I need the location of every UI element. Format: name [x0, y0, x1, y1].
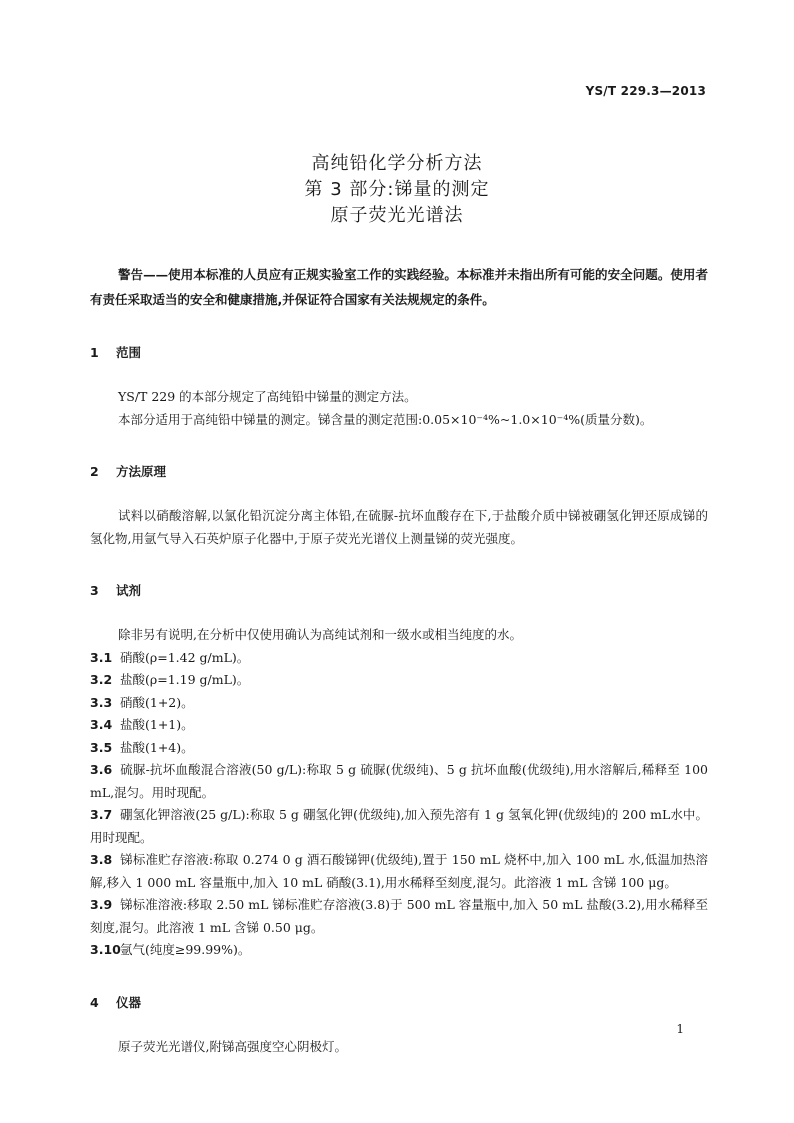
item-number: 3.1	[90, 649, 113, 665]
reagent-item	[90, 714, 708, 737]
item-number: 3.4	[90, 717, 113, 732]
scope-paragraph: 本部分适用于高纯铅中锑量的测定。锑含量的测定范围:0.05×10⁻⁴%~1.0×10⁻⁴%(质量分数)。	[118, 411, 653, 427]
section-number: 4	[90, 994, 99, 1010]
reagent-item	[90, 737, 708, 760]
section-heading-scope	[90, 343, 708, 363]
title-line-3: 原子荧光光谱法	[330, 205, 464, 226]
section-number: 1	[90, 345, 99, 360]
principle-paragraph: 试料以硝酸溶解,以氯化铅沉淀分离主体铅,在硫脲-抗坏血酸存在下,于盐酸介质中锑被硼氢化钾还原成锑的氢化物,用氩气导入石英炉原子化器中,于原子荧光光谱仪上测量锑的荧光强度。	[90, 508, 708, 546]
section-heading-apparatus	[90, 993, 708, 1013]
section-title: 仪器	[116, 994, 142, 1010]
warning-paragraph: 警告——使用本标准的人员应有正规实验室工作的实践经验。本标准并未指出所有可能的安全问题。使用者有责任采取适当的安全和健康措施,并保证符合国家有关法规规定的条件。	[90, 267, 708, 307]
item-number: 3.2	[90, 672, 113, 687]
standard-code: YS/T 229.3—2013	[585, 84, 706, 98]
title-line-1: 高纯铅化学分析方法	[311, 153, 483, 174]
item-text: 硝酸(1+2)。	[120, 694, 194, 710]
reagent-item	[90, 759, 708, 804]
reagent-item	[90, 939, 708, 962]
item-text: 盐酸(ρ=1.19 g/mL)。	[120, 672, 250, 687]
section-number: 3	[90, 583, 99, 598]
item-number: 3.5	[90, 739, 113, 755]
item-text: 硼氢化钾溶液(25 g/L):称取 5 g 硼氢化钾(优级纯),加入预先溶有 1 g 氢氧化钾(优级纯)的 200 mL水中。用时现配。	[90, 807, 708, 845]
item-number: 3.3	[90, 694, 113, 710]
item-number: 3.7	[90, 807, 113, 822]
section-number: 2	[90, 464, 99, 479]
reagent-item	[90, 804, 708, 849]
document-title	[0, 151, 794, 229]
reagent-item	[90, 692, 708, 715]
section-title: 试剂	[116, 583, 142, 598]
reagents-intro: 除非另有说明,在分析中仅使用确认为高纯试剂和一级水或相当纯度的水。	[118, 627, 522, 642]
item-text: 氩气(纯度≥99.99%)。	[120, 942, 251, 957]
item-text: 锑标准贮存溶液:称取 0.274 0 g 酒石酸锑钾(优级纯),置于 150 mL 烧杯中,加入 100 mL 水,低温加热溶解,移入 1 000 mL 容量瓶中,加入 10 mL 硝酸(3.1),用水稀释至刻度,混匀。此溶液 1 mL 含锑 100 μg。	[90, 852, 708, 890]
item-number: 3.8	[90, 852, 113, 867]
item-number: 3.9	[90, 897, 113, 912]
reagent-item	[90, 849, 708, 894]
page-number: 1	[676, 1022, 684, 1036]
item-text: 盐酸(1+1)。	[120, 717, 194, 732]
item-text: 硫脲-抗坏血酸混合溶液(50 g/L):称取 5 g 硫脲(优级纯)、5 g 抗坏血酸(优级纯),用水溶解后,稀释至 100 mL,混匀。用时现配。	[90, 762, 708, 800]
section-title: 方法原理	[116, 464, 167, 479]
item-text: 盐酸(1+4)。	[120, 739, 194, 755]
section-title: 范围	[116, 345, 142, 360]
reagent-item	[90, 669, 708, 692]
section-heading-reagents	[90, 581, 708, 601]
item-text: 锑标准溶液:移取 2.50 mL 锑标准贮存溶液(3.8)于 500 mL 容量瓶中,加入 50 mL 盐酸(3.2),用水稀释至刻度,混匀。此溶液 1 mL 含锑 0.50 μg。	[90, 897, 708, 935]
scope-paragraph: YS/T 229 的本部分规定了高纯铅中锑量的测定方法。	[118, 389, 417, 404]
item-text: 硝酸(ρ=1.42 g/mL)。	[120, 649, 250, 665]
document-body	[90, 262, 708, 1058]
item-number: 3.10	[90, 942, 121, 957]
item-number: 3.6	[90, 762, 113, 777]
section-heading-principle	[90, 462, 708, 482]
reagent-item	[90, 647, 708, 670]
title-line-2: 第 3 部分:锑量的测定	[304, 179, 490, 200]
apparatus-paragraph: 原子荧光光谱仪,附锑高强度空心阴极灯。	[118, 1038, 347, 1054]
reagent-item	[90, 894, 708, 939]
